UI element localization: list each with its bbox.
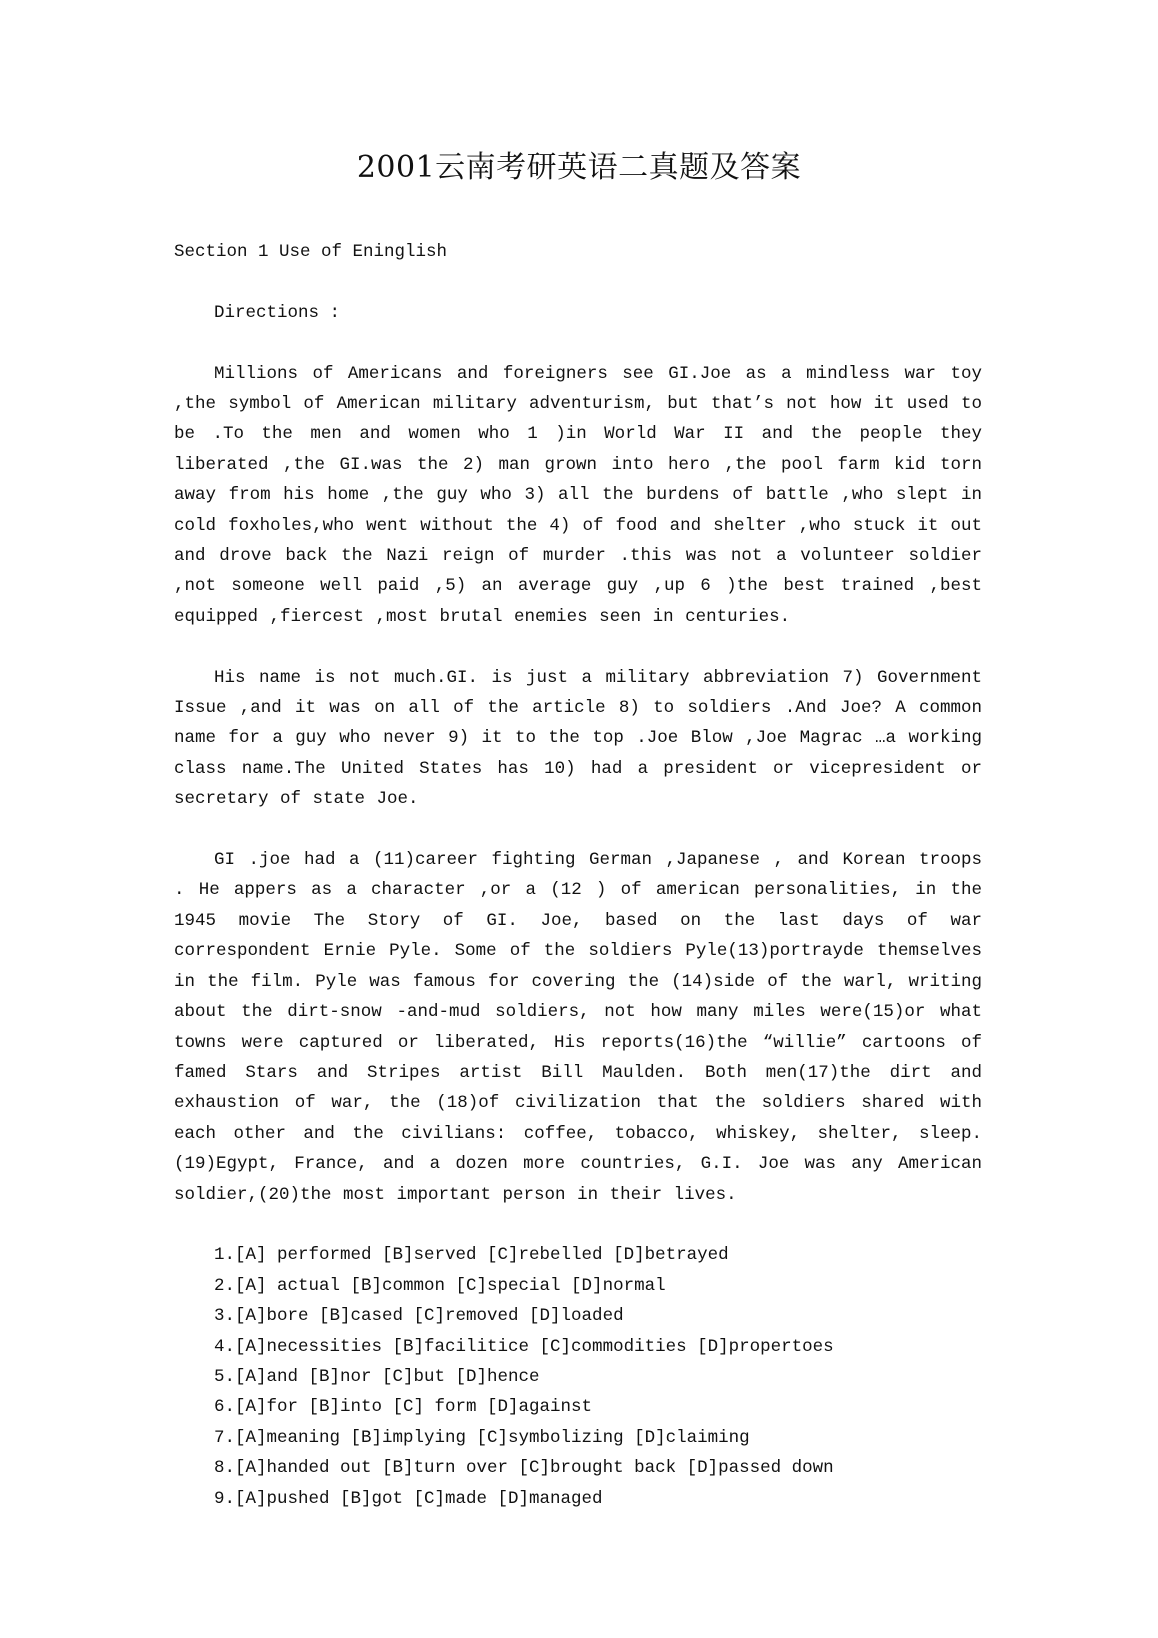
question-option-3: 3.[A]bore [B]cased [C]removed [D]loaded — [214, 1306, 624, 1327]
section-heading: Section 1 Use of Eninglish — [174, 242, 448, 262]
question-option-8: 8.[A]handed out [B]turn over [C]brought back [D]passed down — [214, 1458, 834, 1479]
question-option-9: 9.[A]pushed [B]got [C]made [D]managed — [214, 1488, 603, 1509]
question-option-5: 5.[A]and [B]nor [C]but [D]hence — [214, 1366, 540, 1387]
document-title: 2001云南考研英语二真题及答案 — [356, 150, 802, 185]
question-option-6: 6.[A]for [B]into [C] form [D]against — [214, 1397, 593, 1418]
passage-paragraph-2: His name is not much.GI. is just a military abbreviation 7) Government Issue ,and it was on all of the article 8) to soldiers .And Joe? A common name for a guy who never 9) it to the top .Joe Blow ,Joe Magrac …a working class name.The United States has 10) had a president or vicepresident or secretary of state Joe. — [174, 667, 982, 810]
question-option-1: 1.[A] performed [B]served [C]rebelled [D]betrayed — [214, 1245, 729, 1266]
question-option-2: 2.[A] actual [B]common [C]special [D]normal — [214, 1275, 666, 1296]
question-option-4: 4.[A]necessities [B]facilitice [C]commodities [D]propertoes — [214, 1336, 834, 1357]
passage-paragraph-1: Millions of Americans and foreigners see GI.Joe as a mindless war toy ,the symbol of American military adventurism, but that’s not how it used to be .To the men and women who 1 )in World War II and the people they liberated ,the GI.was the 2) man grown into hero ,the pool farm kid torn away from his home ,the guy who 3) all the burdens of battle ,who slept in cold foxholes,who went without the 4) of food and shelter ,who stuck it out and drove back the Nazi reign of murder .this was not a volunteer soldier ,not someone well paid ,5) an average guy ,up 6 )the best trained ,best equipped ,fiercest ,most brutal enemies seen in centuries. — [174, 363, 982, 627]
answer-options-list — [174, 1240, 982, 1514]
question-option-7: 7.[A]meaning [B]implying [C]symbolizing [D]claiming — [214, 1427, 750, 1448]
passage-paragraph-3: GI .joe had a (11)career fighting German ,Japanese , and Korean troops . He appers as a character ,or a (12 ) of american personalities, in the 1945 movie The Story of GI. Joe, based on the last days of war correspondent Ernie Pyle. Some of the soldiers Pyle(13)portrayde themselves in the film. Pyle was famous for covering the (14)side of the warl, writing about the dirt-snow -and-mud soldiers, not how many miles were(15)or what towns were captured or liberated, His reports(16)the “willie” cartoons of famed Stars and Stripes artist Bill Maulden. Both men(17)the dirt and exhaustion of war, the (18)of civilization that the soldiers shared with each other and the civilians: coffee, tobacco, whiskey, shelter, sleep. (19)Egypt, France, and a dozen more countries, G.I. Joe was any American soldier,(20)the most important person in their lives. — [174, 850, 982, 1205]
document-body — [174, 237, 982, 1514]
directions-label: Directions : — [214, 302, 341, 323]
